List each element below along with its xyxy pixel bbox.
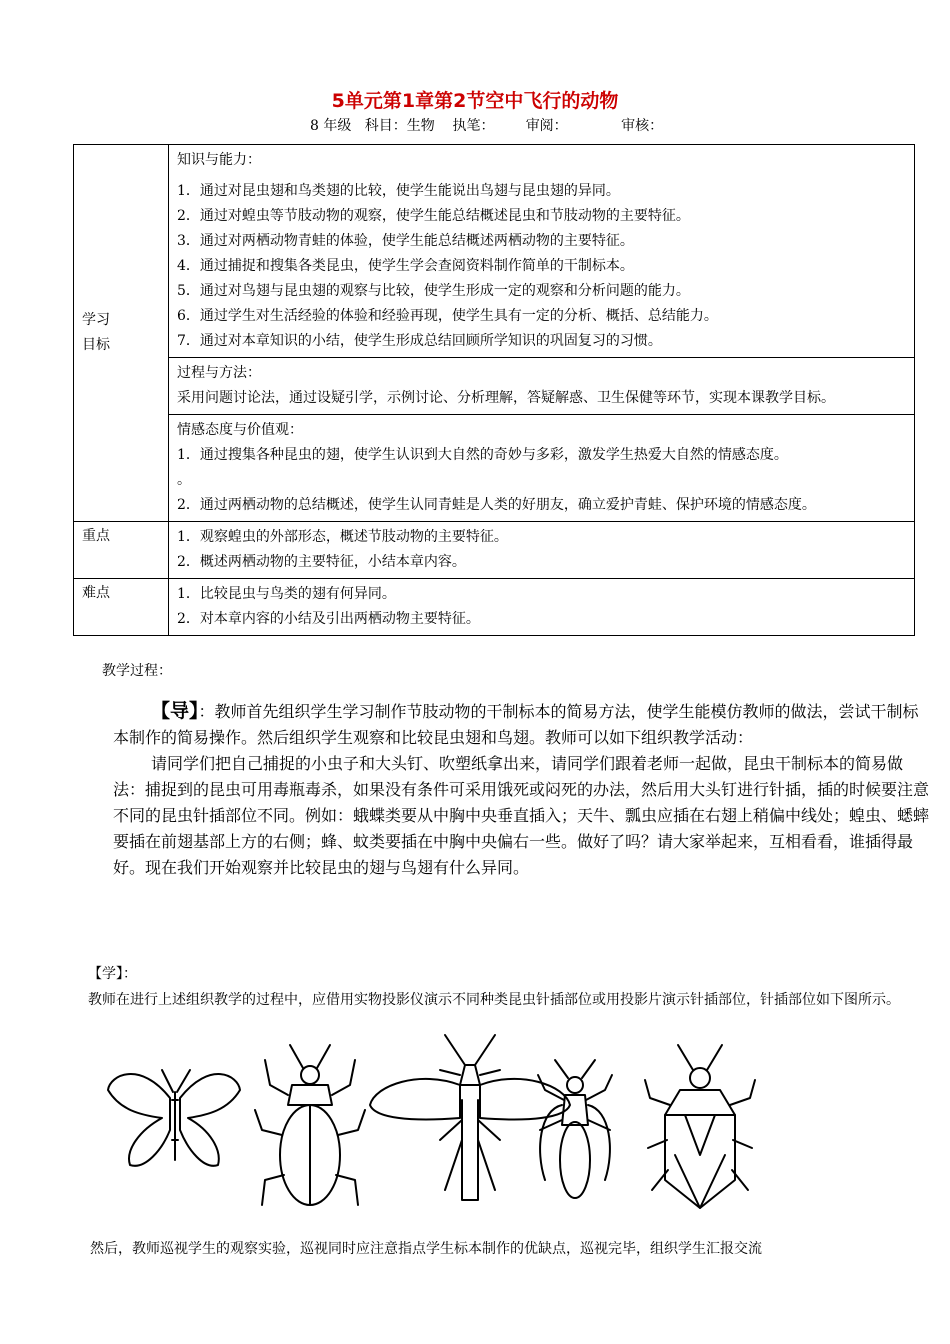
process-cell	[169, 358, 915, 415]
knowledge-item: 2．通过对蝗虫等节肢动物的观察，使学生能总结概述昆虫和节肢动物的主要特征。	[177, 208, 690, 224]
attitude-heading: 情感态度与价值观：	[177, 422, 303, 438]
stink-bug-illustration	[645, 1045, 755, 1208]
guide-paragraph-1	[113, 698, 931, 751]
approver-label: 审核：	[621, 118, 664, 134]
attitude-item: 1．通过搜集各种昆虫的翅，使学生认识到大自然的奇妙与多彩，激发学生热爱大自然的情感态度。	[177, 447, 788, 463]
process-label: 教学过程：	[102, 663, 172, 679]
difficulty-item: 2．对本章内容的小结及引出两栖动物主要特征。	[177, 611, 480, 627]
document-meta	[310, 115, 663, 135]
knowledge-item: 4．通过捕捉和搜集各类昆虫，使学生学会查阅资料制作简单的干制标本。	[177, 258, 634, 274]
learn-tag: 【学】：	[88, 966, 137, 982]
knowledge-item: 5．通过对鸟翅与昆虫翅的观察与比较，使学生形成一定的观察和分析问题的能力。	[177, 283, 690, 299]
guide-tag: 【导】	[151, 700, 199, 722]
knowledge-item: 6．通过学生对生活经验的体验和经验再现，使学生具有一定的分析、概括、总结能力。	[177, 308, 718, 324]
difficulties-label: 难点	[74, 579, 169, 636]
knowledge-item: 3．通过对两栖动物青蛙的体验，使学生能总结概述两栖动物的主要特征。	[177, 233, 634, 249]
objectives-table	[73, 144, 915, 636]
butterfly-illustration	[108, 1070, 240, 1166]
attitude-item: 2．通过两栖动物的总结概述，使学生认同青蛙是人类的好朋友，确立爱护青蛙、保护环境的情感态度。	[177, 497, 816, 513]
closing-paragraph: 然后，教师巡视学生的观察实验，巡视同时应注意指点学生标本制作的优缺点，巡视完毕，组织学生汇报交流	[90, 1241, 762, 1257]
knowledge-item: 7．通过对本章知识的小结，使学生形成总结回顾所学知识的巩固复习的习惯。	[177, 333, 662, 349]
knowledge-item: 1．通过对昆虫翅和鸟类翅的比较，使学生能说出鸟翅与昆虫翅的异同。	[177, 183, 620, 199]
subject-label: 科目：	[364, 118, 407, 134]
difficulty-item: 1．比较昆虫与鸟类的翅有何异同。	[177, 586, 396, 602]
key-point-item: 1．观察蝗虫的外部形态，概述节肢动物的主要特征。	[177, 529, 508, 545]
guide-text-1: ：教师首先组织学生学习制作节肢动物的干制标本的简易方法，使学生能模仿教师的做法，尝试干制标本制作的简易操作。然后组织学生观察和比较昆虫翅和鸟翅。教师可以如下组织教学活动：	[113, 702, 919, 747]
guide-section	[113, 698, 931, 881]
grade: 8 年级	[310, 118, 352, 134]
key-points-label: 重点	[74, 522, 169, 579]
process-text: 采用问题讨论法，通过设疑引学，示例讨论、分析理解，答疑解惑、卫生保健等环节，实现本课教学目标。	[177, 390, 835, 406]
subject: 生物	[406, 118, 435, 134]
beetle-illustration	[255, 1045, 365, 1205]
grasshopper-illustration	[370, 1035, 570, 1200]
insect-pinning-figure	[100, 1030, 840, 1230]
guide-paragraph-2: 请同学们把自己捕捉的小虫子和大头钉、吹塑纸拿出来，请同学们跟着老师一起做，昆虫干制标本的简易做法：捕捉到的昆虫可用毒瓶毒杀，如果没有条件可采用饿死或闷死的办法，然后用大头钉进行针插，插的时候要注意不同的昆虫针插部位不同。例如：蛾蝶类要从中胸中央垂直插入；天牛、瓢虫应插在右翅上稍偏中线处；蝗虫、蟋蟀要插在前翅基部上方的右侧；蜂、蚊类要插在中胸中央偏右一些。做好了吗？请大家举起来，互相看看，谁插得最好。现在我们开始观察并比较昆虫的翅与鸟翅有什么异同。	[113, 754, 930, 877]
process-heading: 过程与方法：	[177, 365, 261, 381]
attitude-cell	[169, 415, 915, 522]
page-title: 5单元第1章第2节空中飞行的动物	[331, 90, 619, 112]
reviewer-label: 审阅：	[525, 118, 568, 134]
knowledge-cell	[169, 145, 915, 358]
key-points-cell	[169, 522, 915, 579]
writer-label: 执笔：	[452, 118, 495, 134]
knowledge-heading: 知识与能力：	[177, 152, 261, 168]
key-point-item: 2．概述两栖动物的主要特征，小结本章内容。	[177, 554, 466, 570]
wasp-illustration	[538, 1060, 612, 1198]
learn-text: 教师在进行上述组织教学的过程中，应借用实物投影仪演示不同种类昆虫针插部位或用投影片演示针插部位，针插部位如下图所示。	[88, 992, 900, 1008]
attitude-item: 。	[177, 472, 191, 488]
objectives-label-1: 学习	[82, 312, 110, 328]
objectives-label-cell	[74, 145, 169, 522]
objectives-label-2: 目标	[82, 337, 110, 353]
difficulties-cell	[169, 579, 915, 636]
